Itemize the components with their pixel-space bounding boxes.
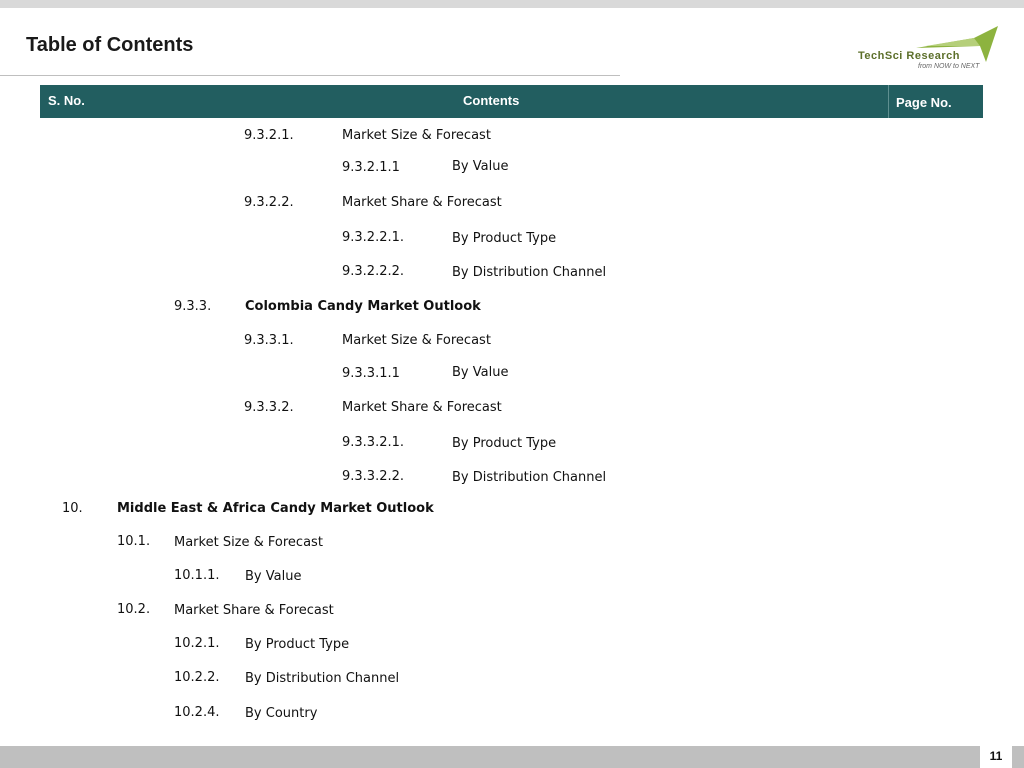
entry-number: 10.2.4.: [174, 705, 220, 720]
toc-table-header: [40, 85, 983, 118]
page-number: 11: [980, 745, 1012, 768]
entry-label: By Product Type: [452, 436, 557, 451]
entry-number: 9.3.3.2.: [244, 400, 294, 415]
column-header-page: Page No.: [896, 95, 952, 110]
page-title: Table of Contents: [26, 34, 194, 56]
entry-number: 10.: [62, 501, 83, 516]
entry-label: By Distribution Channel: [452, 265, 607, 280]
logo-name: TechSci Research: [858, 50, 960, 62]
entry-number: 9.3.3.2.1.: [342, 435, 405, 450]
column-header-contents: Contents: [463, 93, 520, 108]
entry-label: By Value: [452, 159, 509, 174]
company-logo: [856, 24, 1001, 74]
entry-label: By Distribution Channel: [245, 671, 400, 686]
entry-number: 9.3.3.1.1: [342, 366, 400, 381]
entry-label: Market Share & Forecast: [342, 400, 502, 415]
entry-number: 9.3.2.1.1: [342, 160, 400, 175]
entry-number: 9.3.2.2.: [244, 195, 294, 210]
entry-number: 9.3.2.2.2.: [342, 264, 405, 279]
entry-label: By Value: [452, 365, 509, 380]
entry-label: By Country: [245, 706, 318, 721]
entry-label: By Distribution Channel: [452, 470, 607, 485]
entry-label: Market Size & Forecast: [174, 535, 323, 550]
entry-number: 10.2.2.: [174, 670, 220, 685]
entry-label: Colombia Candy Market Outlook: [245, 299, 481, 314]
entry-number: 9.3.3.1.: [244, 333, 294, 348]
entry-number: 9.3.3.2.2.: [342, 469, 405, 484]
entry-number: 9.3.2.2.1.: [342, 230, 405, 245]
entry-label: Middle East & Africa Candy Market Outlook: [117, 501, 434, 516]
entry-label: Market Share & Forecast: [174, 603, 334, 618]
entry-number: 10.2.1.: [174, 636, 220, 651]
entry-number: 9.3.3.: [174, 299, 212, 314]
top-bar: [0, 0, 1024, 8]
entry-label: By Product Type: [452, 231, 557, 246]
entry-label: Market Size & Forecast: [342, 333, 491, 348]
entry-label: Market Share & Forecast: [342, 195, 502, 210]
entry-number: 10.1.: [117, 534, 151, 549]
footer-bar: [0, 746, 1024, 768]
column-header-sno: S. No.: [48, 93, 85, 108]
header-divider: [888, 85, 889, 118]
entry-label: Market Size & Forecast: [342, 128, 491, 143]
entry-label: By Value: [245, 569, 302, 584]
entry-label: By Product Type: [245, 637, 350, 652]
title-divider: [0, 75, 620, 76]
entry-number: 9.3.2.1.: [244, 128, 294, 143]
entry-number: 10.2.: [117, 602, 151, 617]
entry-number: 10.1.1.: [174, 568, 220, 583]
logo-tagline: from NOW to NEXT: [918, 63, 980, 70]
